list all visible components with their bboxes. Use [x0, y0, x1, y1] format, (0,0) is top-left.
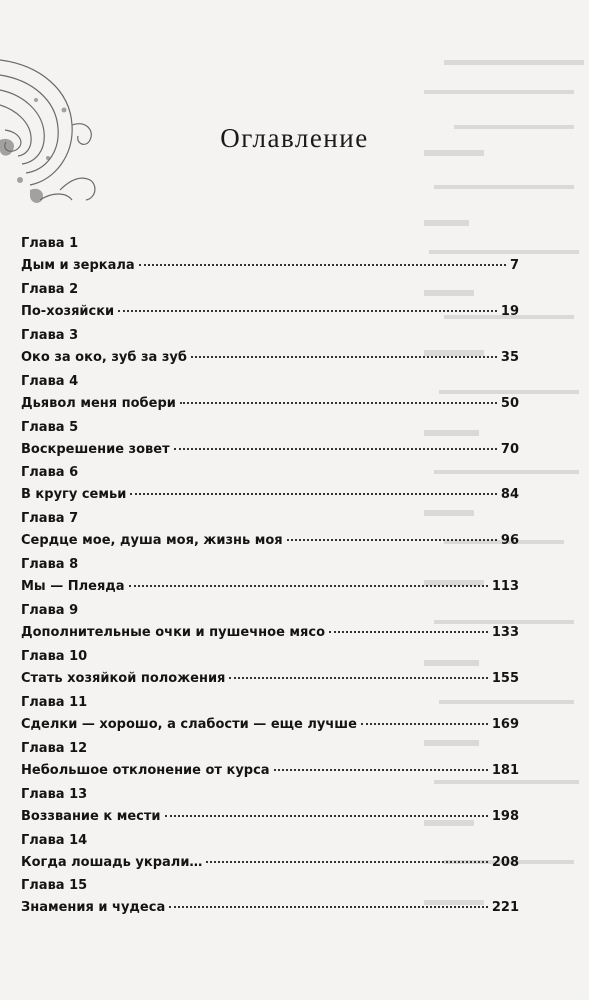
dot-leader: [191, 356, 497, 358]
toc-entry: [21, 282, 519, 328]
toc-chapter-label: Глава 6: [21, 465, 79, 481]
toc-line: [21, 350, 519, 366]
toc-chapter-label: Глава 13: [21, 786, 88, 802]
page-title: Оглавление: [220, 123, 369, 153]
toc-page-number: 198: [491, 808, 519, 824]
toc-line: [21, 717, 519, 733]
dot-leader: [174, 448, 497, 450]
toc-page-number: 35: [500, 349, 519, 365]
toc-chapter-title: Сделки — хорошо, а слабости — еще лучше: [21, 716, 357, 732]
toc-chapter-label: Глава 2: [21, 281, 79, 297]
toc-entry: [21, 878, 519, 924]
dot-leader: [169, 906, 488, 908]
toc-page-number: 19: [500, 303, 519, 319]
toc-entry: [21, 695, 519, 741]
toc-chapter-title: Знамения и чудеса: [21, 900, 166, 916]
toc-page-number: 208: [491, 854, 519, 870]
toc-line: [21, 579, 519, 595]
toc-chapter-label: Глава 8: [21, 557, 79, 573]
toc-line: [21, 809, 519, 825]
dot-leader: [118, 310, 497, 312]
toc-chapter-label: Глава 15: [21, 878, 88, 894]
toc-chapter-label: Глава 12: [21, 740, 88, 756]
toc-chapter-title: Дополнительные очки и пушечное мясо: [21, 625, 326, 641]
toc-chapter-title: Дьявол меня побери: [21, 395, 176, 411]
dot-leader: [139, 264, 506, 266]
dot-leader: [206, 861, 487, 863]
toc-entry: [21, 741, 519, 787]
toc-line: [21, 671, 519, 687]
toc-line: [21, 487, 519, 503]
toc-entry: [21, 420, 519, 466]
toc-entry: [21, 833, 519, 879]
dot-leader: [229, 677, 487, 679]
toc-entry: [21, 465, 519, 511]
dot-leader: [130, 493, 497, 495]
toc-page-number: 96: [500, 533, 519, 549]
toc-line: [21, 258, 519, 274]
toc-line: [21, 855, 519, 871]
toc-chapter-title: Сердце мое, душа моя, жизнь моя: [21, 533, 283, 549]
toc-page-number: 7: [509, 258, 519, 273]
dot-leader: [165, 815, 488, 817]
toc-page-number: 70: [500, 441, 519, 457]
toc-line: [21, 763, 519, 779]
toc-page-number: 221: [491, 900, 519, 916]
toc-line: [21, 625, 519, 641]
toc-page-number: 50: [500, 395, 519, 411]
toc-chapter-title: Когда лошадь украли…: [21, 854, 203, 870]
toc-page-number: 169: [491, 716, 519, 732]
toc-chapter-label: Глава 4: [21, 373, 79, 389]
toc-entry: [21, 511, 519, 557]
toc-line: [21, 304, 519, 320]
table-of-contents: [21, 236, 519, 924]
toc-page-number: 155: [491, 671, 519, 687]
toc-chapter-label: Глава 11: [21, 694, 88, 710]
toc-page-number: 113: [491, 579, 519, 595]
toc-entry: [21, 603, 519, 649]
toc-page-number: 181: [491, 762, 519, 778]
toc-page-number: 133: [491, 625, 519, 641]
toc-chapter-title: Воззвание к мести: [21, 808, 161, 824]
toc-chapter-label: Глава 1: [21, 236, 79, 251]
toc-chapter-label: Глава 14: [21, 832, 88, 848]
toc-chapter-label: Глава 5: [21, 419, 79, 435]
toc-chapter-label: Глава 7: [21, 511, 79, 527]
toc-chapter-label: Глава 3: [21, 327, 79, 343]
dot-leader: [361, 723, 488, 725]
toc-entry: [21, 787, 519, 833]
toc-entry: [21, 236, 519, 282]
dot-leader: [287, 539, 497, 541]
toc-chapter-label: Глава 9: [21, 603, 79, 619]
toc-chapter-title: В кругу семьи: [21, 487, 127, 503]
toc-chapter-title: Око за око, зуб за зуб: [21, 349, 187, 365]
toc-entry: [21, 374, 519, 420]
dot-leader: [180, 402, 497, 404]
toc-entry: [21, 328, 519, 374]
toc-entry: [21, 649, 519, 695]
toc-chapter-title: Небольшое отклонение от курса: [21, 762, 270, 778]
toc-chapter-title: Воскрешение зовет: [21, 441, 170, 457]
toc-line: [21, 900, 519, 916]
dot-leader: [274, 769, 488, 771]
toc-chapter-title: Дым и зеркала: [21, 258, 135, 273]
toc-line: [21, 396, 519, 412]
toc-chapter-title: Стать хозяйкой положения: [21, 671, 226, 687]
toc-chapter-title: Мы — Плеяда: [21, 579, 125, 595]
dot-leader: [329, 631, 488, 633]
toc-chapter-title: По-хозяйски: [21, 303, 115, 319]
dot-leader: [129, 585, 488, 587]
toc-page-number: 84: [500, 487, 519, 503]
toc-entry: [21, 557, 519, 603]
toc-line: [21, 442, 519, 458]
toc-chapter-label: Глава 10: [21, 649, 88, 665]
toc-line: [21, 533, 519, 549]
